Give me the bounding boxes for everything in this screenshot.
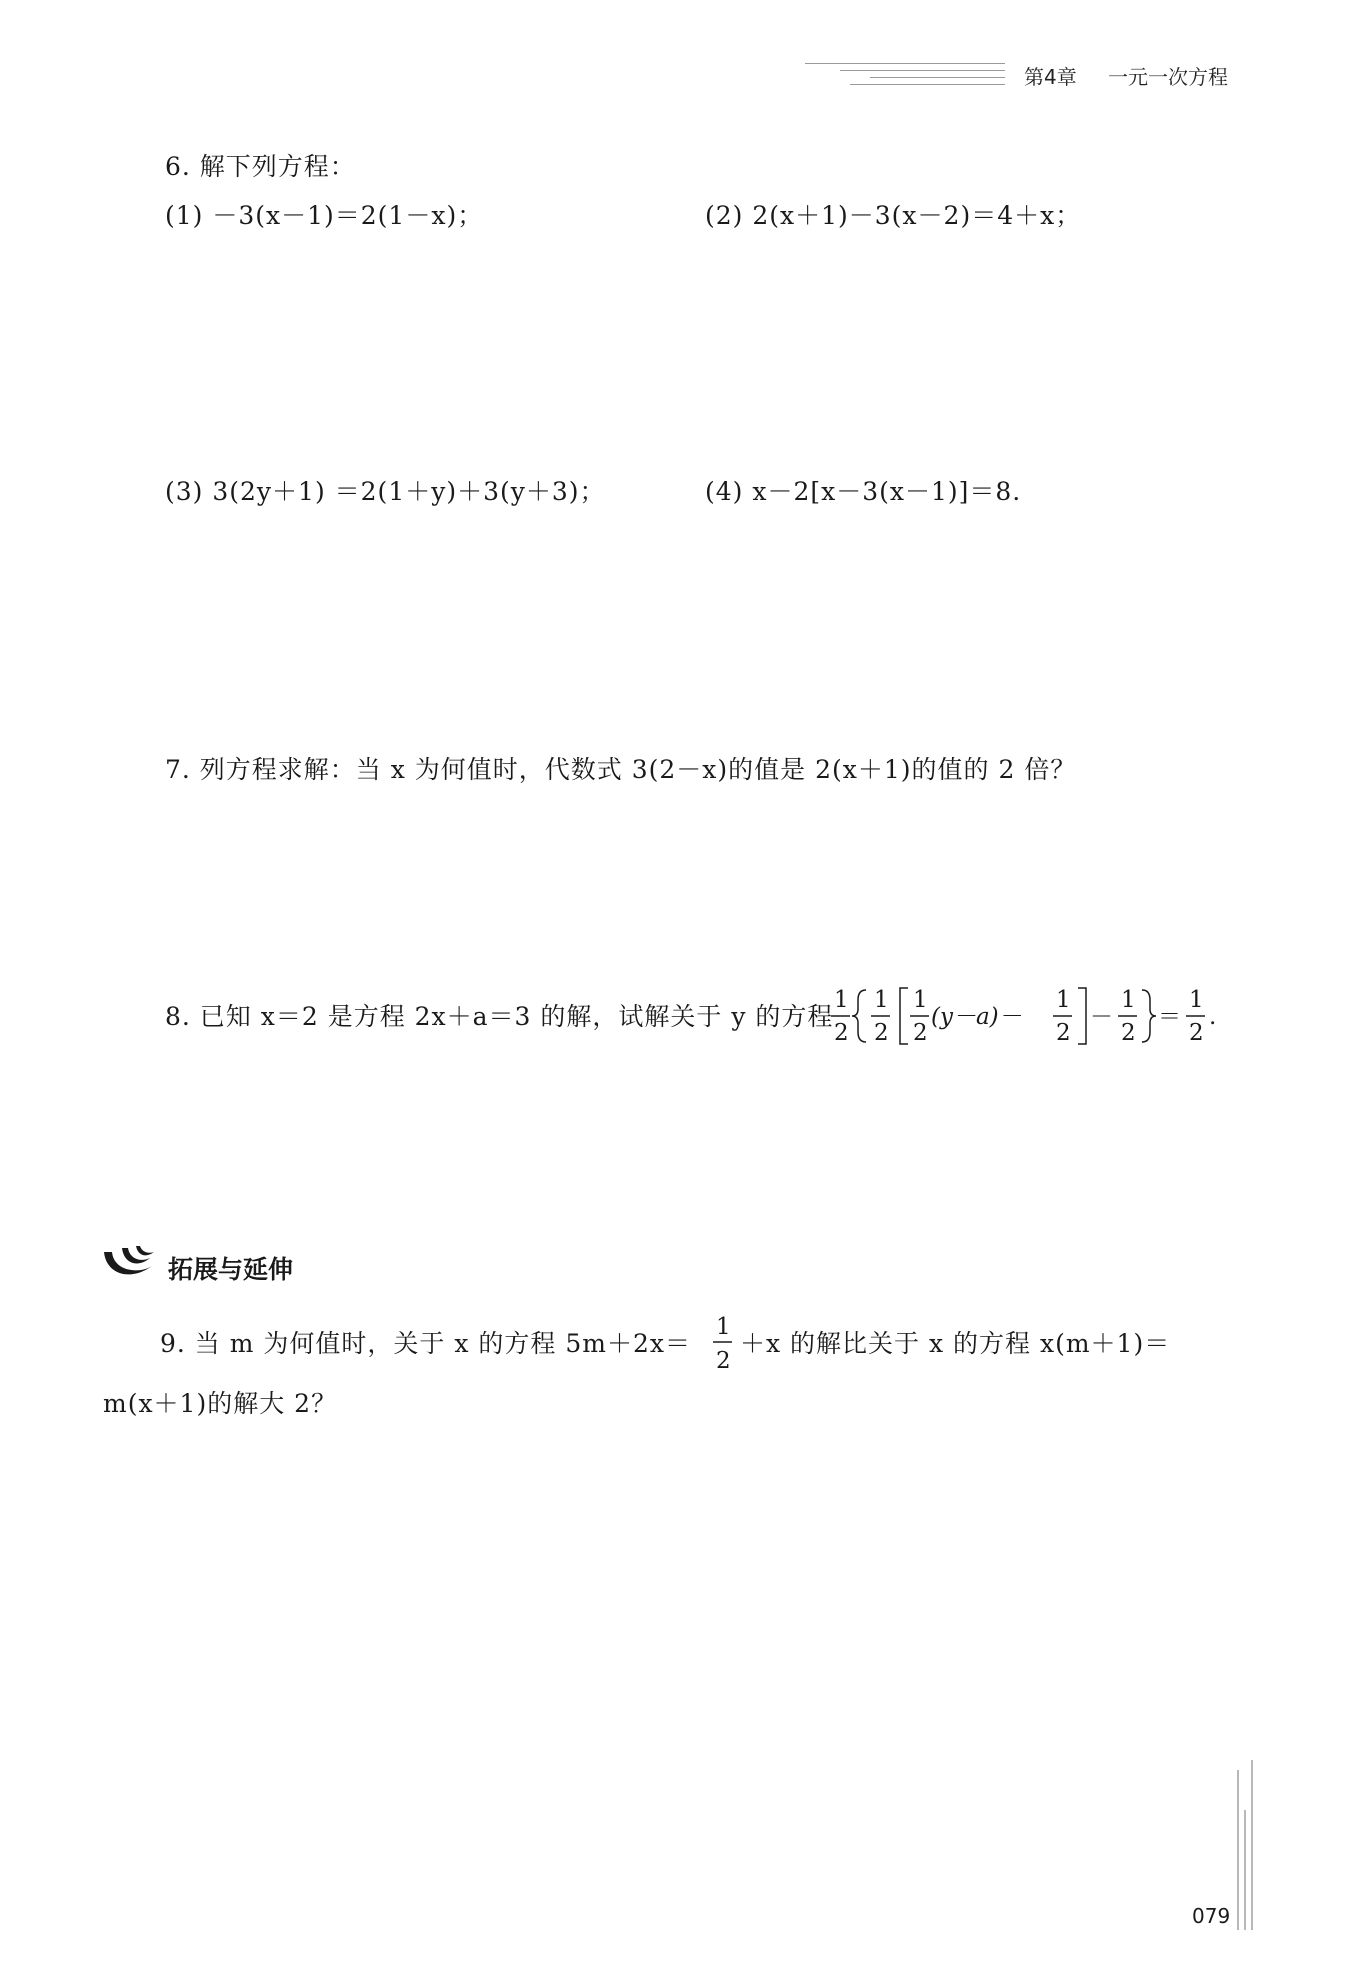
header-rule-2 — [840, 70, 1005, 71]
chapter-title: 一元一次方程 — [1108, 65, 1228, 89]
q6-part-2: (2) 2(x＋1)－3(x－2)＝4＋x； — [705, 201, 1082, 230]
footer-line-1 — [1237, 1770, 1239, 1930]
footer-line-2 — [1244, 1810, 1246, 1930]
q8-frac5-den: 2 — [1121, 1020, 1136, 1046]
q8-frac4-den: 2 — [1056, 1020, 1071, 1046]
q8-frac5-num: 1 — [1121, 987, 1136, 1013]
section-title: 拓展与延伸 — [168, 1255, 294, 1284]
q8-frac1-den: 2 — [834, 1020, 849, 1046]
q8-inner-expr: (y－a)－ — [931, 1004, 1022, 1030]
page-number: 079 — [1192, 1904, 1231, 1928]
q9-line1-b: ＋x 的解比关于 x 的方程 x(m＋1)＝ — [740, 1329, 1171, 1358]
q6-stem: 6. 解下列方程： — [165, 152, 356, 181]
q8-frac6-den: 2 — [1189, 1020, 1204, 1046]
header-rule-3 — [870, 77, 1005, 78]
q7-text: 7. 列方程求解：当 x 为何值时，代数式 3(2－x)的值是 2(x＋1)的值的 2 倍？ — [165, 755, 1077, 784]
header-rule-4 — [850, 84, 1005, 85]
q9-frac-num: 1 — [716, 1314, 731, 1340]
q8-frac1-num: 1 — [834, 987, 849, 1013]
q9-line1-a: 9. 当 m 为何值时，关于 x 的方程 5m＋2x＝ — [160, 1329, 691, 1358]
q8-nested-equation — [828, 976, 1228, 1056]
q8-frac4-num: 1 — [1056, 987, 1071, 1013]
q8-frac6-num: 1 — [1189, 987, 1204, 1013]
header-rule-1 — [805, 63, 1005, 64]
q8-frac3-den: 2 — [913, 1020, 928, 1046]
q8-frac3-num: 1 — [913, 987, 928, 1013]
q9-fraction — [710, 1306, 736, 1378]
q8-text: 8. 已知 x＝2 是方程 2x＋a＝3 的解，试解关于 y 的方程 — [165, 1002, 834, 1031]
footer-line-3 — [1251, 1760, 1253, 1930]
q8-frac2-den: 2 — [874, 1020, 889, 1046]
q6-part-1: (1) －3(x－1)＝2(1－x)； — [165, 201, 484, 230]
section-swoosh-icon — [100, 1244, 160, 1284]
q9-frac-den: 2 — [716, 1348, 731, 1374]
q8-minus: － — [1090, 1004, 1113, 1030]
q8-frac2-num: 1 — [874, 987, 889, 1013]
q9-line2: m(x＋1)的解大 2？ — [103, 1389, 338, 1418]
q6-part-3: (3) 3(2y＋1) ＝2(1＋y)＋3(y＋3)； — [165, 477, 606, 506]
q6-part-4: (4) x－2[x－3(x－1)]＝8. — [705, 477, 1022, 506]
chapter-label: 第4章 — [1024, 65, 1077, 89]
q8-equals: ＝ — [1158, 1004, 1181, 1030]
q8-end: . — [1209, 1004, 1217, 1030]
